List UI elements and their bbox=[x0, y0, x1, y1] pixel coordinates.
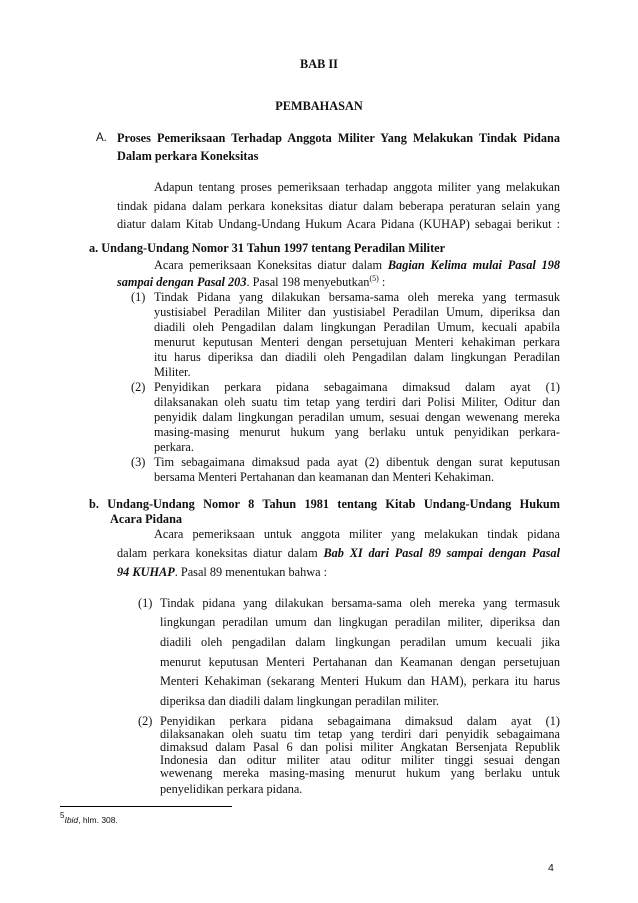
intro-line1: Adapun tentang proses pemeriksaan terhadap anggota militer yang melakukan bbox=[154, 180, 560, 194]
sub-b-item2-line: penyelidikan perkara pidana. bbox=[160, 782, 303, 796]
sub-a-item3-line: bersama Menteri Pertahanan dan keamanan dan Menteri Kehakiman. bbox=[154, 470, 495, 484]
section-a-title-line1: Proses Pemeriksaan Terhadap Anggota Militer Yang Melakukan Tindak Pidana bbox=[117, 131, 560, 145]
intro-line3: diatur dalam Kitab Undang-Undang Hukum Acara Pidana (KUHAP) sebagai berikut : bbox=[117, 217, 560, 231]
sub-a-item2-line: penyidik dalam lingkungan peradilan umum, sesuai dengan wewenang mereka bbox=[154, 410, 560, 424]
sub-b-item1-line: diadili oleh pengadilan dalam lingkungan peradilan umum kecuali jika bbox=[160, 635, 560, 649]
sub-a-item1-line: yustisiabel Peradilan Militer dan yustisiabel Peradilan Umum, diperiksa dan bbox=[154, 305, 560, 319]
sub-b-item2-line: Indonesia dan oditur militer atau oditur militer tinggi sesuai dengan bbox=[160, 753, 560, 767]
sub-a-item1-line: menurut keputusan Menteri dengan persetujuan Menteri kehakiman perkara bbox=[154, 335, 560, 349]
sub-b-item1-line: diperiksa dan diadili dalam lingkungan peradilan militer. bbox=[160, 694, 439, 708]
sub-a-para-line2: sampai dengan Pasal 203. Pasal 198 menyebutkan$^{(5)}$ : bbox=[117, 274, 386, 289]
sub-a-item2-line: Penyidikan perkara pidana sebagaimana dimaksud dalam ayat (1) bbox=[154, 380, 560, 394]
sub-a-item1-line: Tindak Pidana yang dilakukan bersama-sama oleh mereka yang termasuk bbox=[154, 290, 560, 304]
footnote-ref: (5) bbox=[369, 274, 379, 283]
chapter-title: PEMBAHASAN bbox=[275, 99, 363, 113]
sub-a-item1-line: Militer. bbox=[154, 365, 191, 379]
section-a-label: A. bbox=[96, 132, 107, 144]
sub-b-item1-line: Menteri Kehakiman (sekarang Menteri Hukum dan HAM), perkara itu harus bbox=[160, 674, 560, 688]
sub-b-item1-line: menurut keputusan Menteri Pertahanan dan Keamanan dengan persetujuan bbox=[160, 655, 560, 669]
sub-a-item1-num: (1) bbox=[131, 290, 146, 304]
sub-a-item2-line: masing-masing menurut hukum yang berlaku untuk penyidikan perkara- bbox=[154, 425, 560, 439]
sub-a-item2-line: perkara. bbox=[154, 440, 194, 454]
intro-line2: tindak pidana dalam perkara koneksitas diatur dalam beberapa peraturan selain yang bbox=[117, 199, 560, 213]
sub-b-item2-line: Penyidikan perkara pidana sebagaimana dimaksud dalam ayat (1) bbox=[160, 714, 560, 728]
sub-a-para-line1: Acara pemeriksaan Koneksitas diatur dalam Bagian Kelima mulai Pasal 198 bbox=[154, 258, 561, 272]
sub-a-item1-line: itu harus diperiksa dan diadili oleh Pengadilan dalam lingkungan Peradilan bbox=[154, 350, 560, 364]
footnote-number: 5 bbox=[60, 811, 65, 820]
sub-b-heading-line1: b. Undang-Undang Nomor 8 Tahun 1981 tentang Kitab Undang-Undang Hukum bbox=[89, 497, 560, 511]
sub-a-item2-num: (2) bbox=[131, 380, 146, 394]
sub-b-para-line2: dalam perkara koneksitas diatur dalam Bab XI dari Pasal 89 sampai dengan Pasal bbox=[117, 546, 560, 560]
sub-a-heading: a. Undang-Undang Nomor 31 Tahun 1997 tentang Peradilan Militer bbox=[89, 241, 446, 255]
sub-b-para-line1: Acara pemeriksaan untuk anggota militer yang melakukan tindak pidana bbox=[154, 527, 560, 541]
footnote-ibid: Ibid bbox=[64, 815, 79, 825]
sub-a-item1-line: diadili oleh Pengadilan dalam lingkungan Peradilan Umum, kecuali apabila bbox=[154, 320, 560, 334]
sub-b-item1-line: lingkungan peradilan umum dan lingkugan peradilan militer, diperiksa dan bbox=[160, 615, 560, 629]
chapter-label: BAB II bbox=[300, 57, 338, 71]
sub-b-item2-line: wewenang mereka masing-masing menurut hukum yang berlaku untuk bbox=[160, 766, 560, 780]
sub-b-item2-num: (2) bbox=[138, 714, 153, 728]
page-number: 4 bbox=[548, 862, 554, 874]
sub-b-para-line3: 94 KUHAP. Pasal 89 menentukan bahwa : bbox=[117, 565, 328, 579]
sub-b-item2-line: dimaksud dalam Pasal 6 dan polisi militer Angkatan Bersenjata Republik bbox=[160, 740, 560, 754]
footnote-separator bbox=[60, 806, 232, 807]
sub-a-item3-line: Tim sebagaimana dimaksud pada ayat (2) dibentuk dengan surat keputusan bbox=[154, 455, 560, 469]
sub-b-item2-line: dilaksanakan oleh suatu tim tetap yang terdiri dari penyidik sebagaimana bbox=[160, 727, 560, 741]
sub-b-item1-num: (1) bbox=[138, 596, 153, 610]
sub-b-heading-line2: Acara Pidana bbox=[110, 512, 183, 526]
section-a-title-line2: Dalam perkara Koneksitas bbox=[117, 149, 259, 163]
footnote: $^5$Ibid, hlm. 308. bbox=[60, 811, 118, 825]
sub-a-item3-num: (3) bbox=[131, 455, 146, 469]
sub-b-item1-line: Tindak pidana yang dilakukan bersama-sama oleh mereka yang termasuk bbox=[160, 596, 560, 610]
sub-a-item2-line: dilaksanakan oleh suatu tim tetap yang terdiri dari Polisi Militer, Oditur dan bbox=[154, 395, 560, 409]
